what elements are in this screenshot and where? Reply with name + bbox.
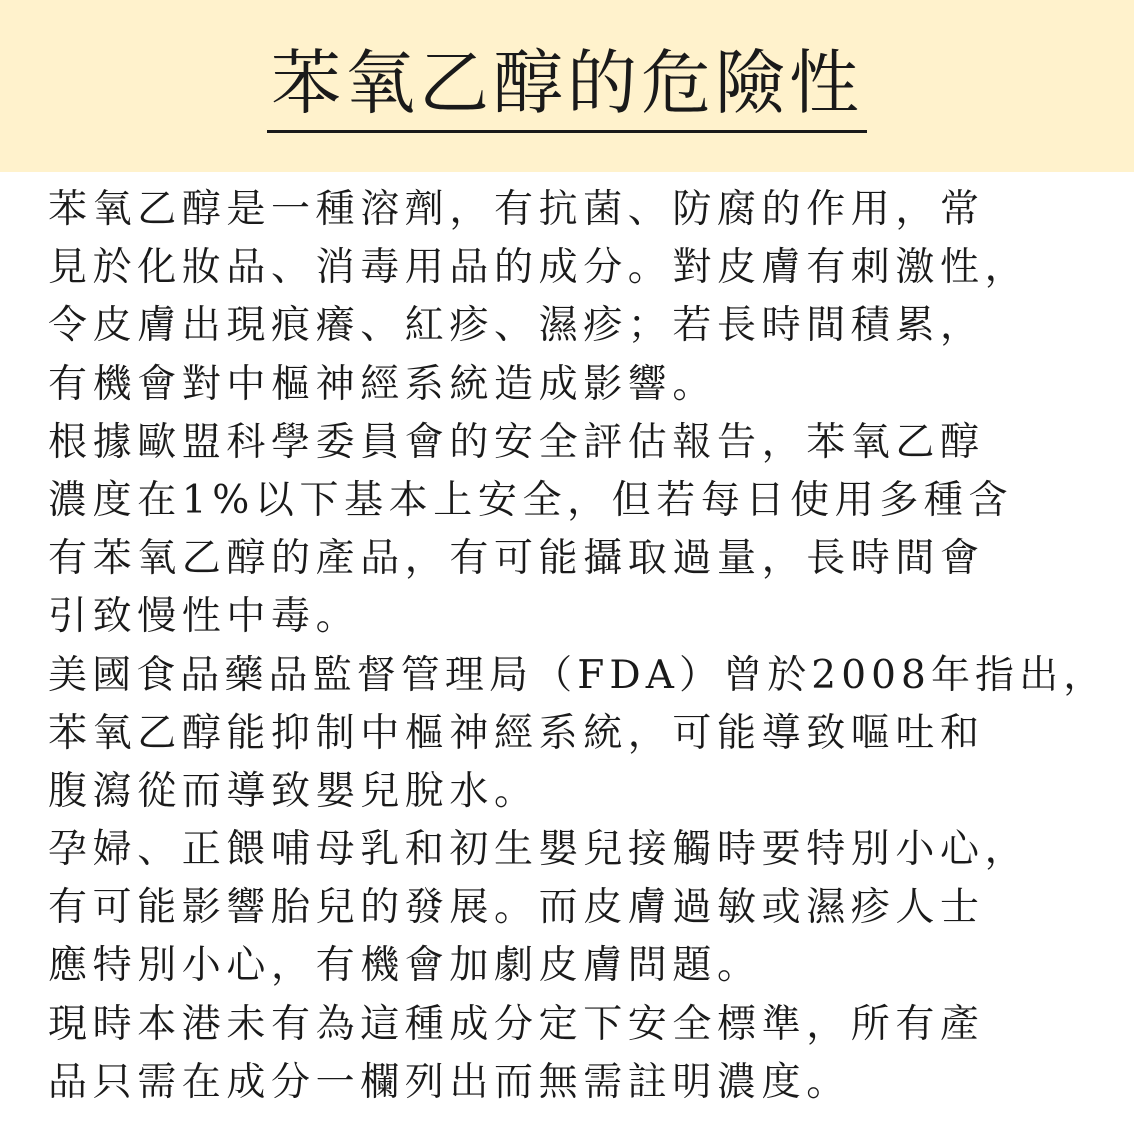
text-line: 品只需在成分一欄列出而無需註明濃度。	[48, 1059, 851, 1105]
title-banner	[0, 0, 1134, 172]
article-body	[48, 181, 1118, 1112]
text-line: 孕婦、正餵哺母乳和初生嬰兒接觸時要特別小心，	[48, 827, 1030, 873]
text-line: 苯氧乙醇能抑制中樞神經系統，可能導致嘔吐和	[48, 710, 985, 756]
text-line: 根據歐盟科學委員會的安全評估報告，苯氧乙醇	[48, 419, 985, 465]
text-line: 美國食品藥品監督管理局（FDA）曾於2008年指出，	[48, 652, 1108, 698]
page-title-text: 苯氧乙醇的危險性	[267, 38, 867, 133]
text-line: 有可能影響胎兒的發展。而皮膚過敏或濕疹人士	[48, 885, 985, 931]
text-line: 有機會對中樞神經系統造成影響。	[48, 361, 718, 407]
text-line: 腹瀉從而導致嬰兒脫水。	[48, 768, 539, 814]
text-line: 有苯氧乙醇的產品，有可能攝取過量，長時間會	[48, 536, 985, 582]
text-line: 現時本港未有為這種成分定下安全標準，所有產	[48, 1001, 985, 1047]
text-line: 濃度在1%以下基本上安全，但若每日使用多種含	[48, 477, 1014, 523]
text-line: 引致慢性中毒。	[48, 594, 361, 640]
text-line: 見於化妝品、消毒用品的成分。對皮膚有刺激性，	[48, 245, 1030, 291]
text-line: 苯氧乙醇是一種溶劑，有抗菌、防腐的作用，常	[48, 187, 985, 232]
text-line: 應特別小心，有機會加劇皮膚問題。	[48, 943, 762, 989]
text-line: 令皮膚出現痕癢、紅疹、濕疹；若長時間積累，	[48, 303, 985, 349]
page-title	[0, 38, 1134, 133]
